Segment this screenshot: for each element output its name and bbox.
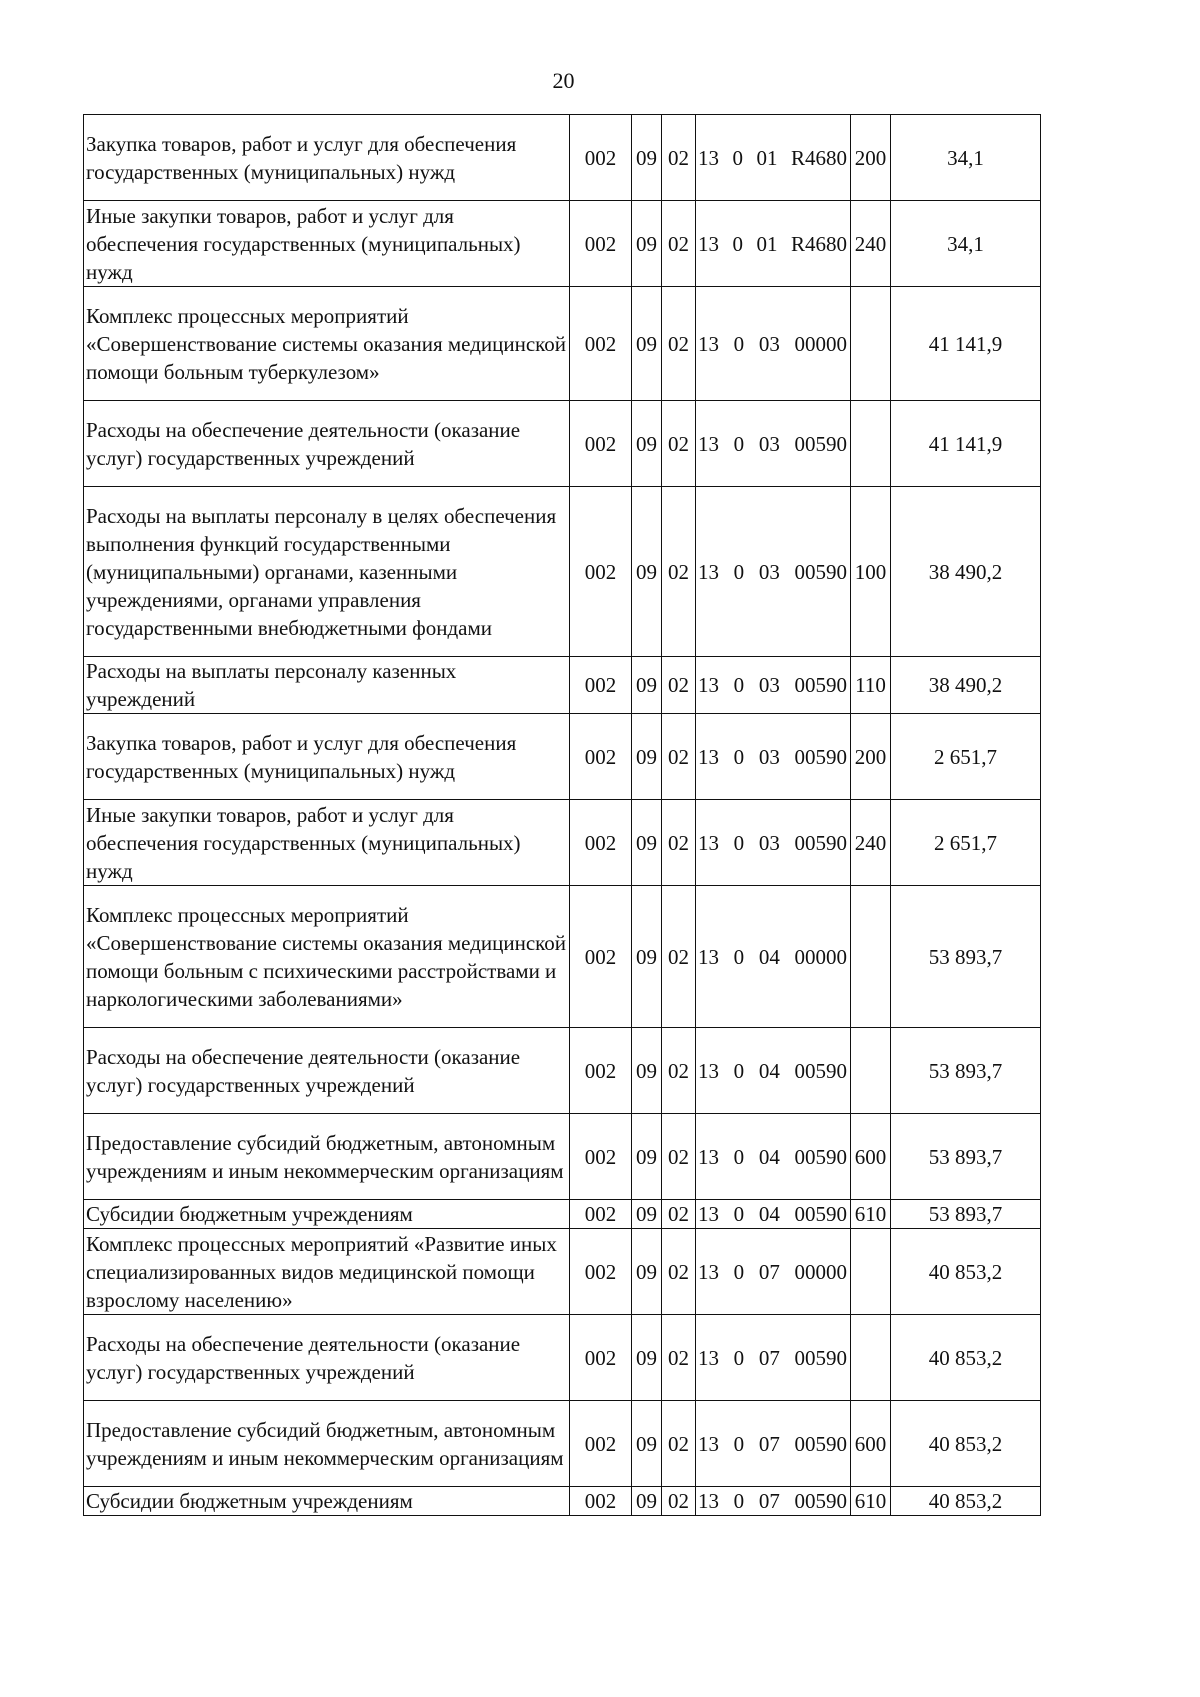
csr-code-cell xyxy=(696,1315,851,1401)
table-row xyxy=(84,1200,1041,1229)
amount-cell: 40 853,2 xyxy=(891,1229,1041,1315)
csr-code-part: 13 xyxy=(698,1058,719,1083)
item-name-cell: Расходы на обеспечение деятельности (оказание услуг) государственных учреждений xyxy=(84,401,570,487)
vr-code-cell: 110 xyxy=(851,657,891,714)
item-name-cell: Комплекс процессных мероприятий «Совершенствование системы оказания медицинской помощи больным с психическими расстройствами и наркологическими заболеваниями» xyxy=(84,886,570,1028)
csr-code-part: 01 xyxy=(756,145,778,170)
gr-code-cell: 002 xyxy=(570,287,632,401)
csr-code xyxy=(696,1344,850,1372)
csr-code-part: 0 xyxy=(733,1144,745,1169)
csr-code xyxy=(696,230,850,258)
item-name-cell: Закупка товаров, работ и услуг для обеспечения государственных (муниципальных) нужд xyxy=(84,714,570,800)
amount-cell: 53 893,7 xyxy=(891,1114,1041,1200)
csr-code-cell xyxy=(696,487,851,657)
gr-code-cell: 002 xyxy=(570,886,632,1028)
csr-code-part: 13 xyxy=(698,1259,719,1284)
csr-code-part: 13 xyxy=(698,331,719,356)
rz-code-cell: 09 xyxy=(632,1401,662,1487)
table-row xyxy=(84,800,1041,886)
csr-code-part: 13 xyxy=(698,830,719,855)
rz-code-cell: 09 xyxy=(632,886,662,1028)
csr-code-part: 07 xyxy=(758,1345,780,1370)
rz-code-cell: 09 xyxy=(632,115,662,201)
vr-code-cell xyxy=(851,1229,891,1315)
csr-code xyxy=(696,1057,850,1085)
table-row xyxy=(84,401,1041,487)
csr-code-part: 03 xyxy=(758,559,780,584)
vr-code-cell: 100 xyxy=(851,487,891,657)
table-row xyxy=(84,657,1041,714)
csr-code-part: 13 xyxy=(698,559,719,584)
rz-code-cell: 09 xyxy=(632,1200,662,1229)
item-name-cell: Субсидии бюджетным учреждениям xyxy=(84,1487,570,1516)
rz-code-cell: 09 xyxy=(632,1315,662,1401)
gr-code-cell: 002 xyxy=(570,201,632,287)
amount-cell: 38 490,2 xyxy=(891,487,1041,657)
table-row xyxy=(84,287,1041,401)
vr-code-cell: 200 xyxy=(851,115,891,201)
rz-code-cell: 09 xyxy=(632,1229,662,1315)
csr-code-part: 00590 xyxy=(794,431,847,456)
table-row xyxy=(84,201,1041,287)
csr-code-part: 00590 xyxy=(794,673,847,697)
vr-code-cell: 610 xyxy=(851,1487,891,1516)
table-row xyxy=(84,487,1041,657)
csr-code-part: 13 xyxy=(698,145,719,170)
gr-code-cell: 002 xyxy=(570,115,632,201)
vr-code-cell: 240 xyxy=(851,201,891,287)
vr-code-cell: 200 xyxy=(851,714,891,800)
csr-code xyxy=(696,1487,850,1515)
rz-code-cell: 09 xyxy=(632,800,662,886)
amount-cell: 40 853,2 xyxy=(891,1487,1041,1516)
csr-code-part: 07 xyxy=(758,1431,780,1456)
csr-code-part: 00590 xyxy=(794,1431,847,1456)
gr-code-cell: 002 xyxy=(570,657,632,714)
gr-code-cell: 002 xyxy=(570,1229,632,1315)
csr-code-part: R4680 xyxy=(790,145,847,170)
csr-code-part: R4680 xyxy=(790,231,847,256)
csr-code-part: 0 xyxy=(733,1058,745,1083)
table-row xyxy=(84,886,1041,1028)
pr-code-cell: 02 xyxy=(662,1028,696,1114)
amount-cell: 41 141,9 xyxy=(891,287,1041,401)
amount-cell: 34,1 xyxy=(891,201,1041,287)
csr-code-part: 0 xyxy=(733,1259,745,1284)
table-body xyxy=(84,115,1041,1516)
csr-code-part: 13 xyxy=(698,744,719,769)
csr-code xyxy=(696,430,850,458)
table-row xyxy=(84,714,1041,800)
csr-code-part: 00590 xyxy=(794,559,847,584)
csr-code-part: 01 xyxy=(756,231,778,256)
pr-code-cell: 02 xyxy=(662,714,696,800)
gr-code-cell: 002 xyxy=(570,800,632,886)
csr-code xyxy=(696,943,850,971)
csr-code-part: 03 xyxy=(758,744,780,769)
csr-code-part: 00590 xyxy=(794,830,847,855)
csr-code-cell xyxy=(696,800,851,886)
csr-code-cell xyxy=(696,115,851,201)
item-name-cell: Закупка товаров, работ и услуг для обеспечения государственных (муниципальных) нужд xyxy=(84,115,570,201)
gr-code-cell: 002 xyxy=(570,714,632,800)
rz-code-cell: 09 xyxy=(632,487,662,657)
csr-code-cell xyxy=(696,657,851,714)
vr-code-cell: 240 xyxy=(851,800,891,886)
item-name-cell: Субсидии бюджетным учреждениям xyxy=(84,1200,570,1229)
csr-code-part: 00590 xyxy=(794,1144,847,1169)
pr-code-cell: 02 xyxy=(662,886,696,1028)
csr-code-part: 0 xyxy=(733,944,745,969)
amount-cell: 2 651,7 xyxy=(891,714,1041,800)
csr-code-part: 00590 xyxy=(794,744,847,769)
csr-code-part: 13 xyxy=(698,1345,719,1370)
rz-code-cell: 09 xyxy=(632,401,662,487)
pr-code-cell: 02 xyxy=(662,1401,696,1487)
pr-code-cell: 02 xyxy=(662,115,696,201)
csr-code xyxy=(696,558,850,586)
csr-code-part: 03 xyxy=(758,331,780,356)
vr-code-cell xyxy=(851,287,891,401)
item-name-cell: Расходы на выплаты персоналу казенных учреждений xyxy=(84,657,570,714)
amount-cell: 53 893,7 xyxy=(891,886,1041,1028)
gr-code-cell: 002 xyxy=(570,487,632,657)
csr-code-part: 03 xyxy=(758,830,780,855)
budget-table xyxy=(83,114,1041,1516)
vr-code-cell: 600 xyxy=(851,1401,891,1487)
pr-code-cell: 02 xyxy=(662,287,696,401)
item-name-cell: Расходы на обеспечение деятельности (оказание услуг) государственных учреждений xyxy=(84,1028,570,1114)
csr-code-part: 04 xyxy=(758,1202,780,1226)
csr-code-part: 0 xyxy=(733,673,745,697)
pr-code-cell: 02 xyxy=(662,401,696,487)
table-row xyxy=(84,1487,1041,1516)
vr-code-cell xyxy=(851,1315,891,1401)
csr-code-cell xyxy=(696,886,851,1028)
csr-code-cell xyxy=(696,1229,851,1315)
pr-code-cell: 02 xyxy=(662,1315,696,1401)
csr-code-cell xyxy=(696,1028,851,1114)
vr-code-cell xyxy=(851,401,891,487)
csr-code-part: 13 xyxy=(698,1489,719,1513)
table-row xyxy=(84,1229,1041,1315)
table-row xyxy=(84,115,1041,201)
csr-code-part: 07 xyxy=(758,1489,780,1513)
item-name-cell: Комплекс процессных мероприятий «Развитие иных специализированных видов медицинской помощи взрослому населению» xyxy=(84,1229,570,1315)
vr-code-cell: 610 xyxy=(851,1200,891,1229)
pr-code-cell: 02 xyxy=(662,487,696,657)
csr-code-part: 00590 xyxy=(794,1345,847,1370)
csr-code-cell xyxy=(696,201,851,287)
csr-code-part: 13 xyxy=(698,1202,719,1226)
csr-code-part: 13 xyxy=(698,1144,719,1169)
pr-code-cell: 02 xyxy=(662,1229,696,1315)
pr-code-cell: 02 xyxy=(662,1487,696,1516)
pr-code-cell: 02 xyxy=(662,201,696,287)
csr-code-part: 00000 xyxy=(794,331,847,356)
csr-code xyxy=(696,1430,850,1458)
csr-code-part: 13 xyxy=(698,231,719,256)
csr-code-part: 0 xyxy=(733,830,745,855)
csr-code-part: 07 xyxy=(758,1259,780,1284)
csr-code-part: 03 xyxy=(758,673,780,697)
amount-cell: 40 853,2 xyxy=(891,1315,1041,1401)
gr-code-cell: 002 xyxy=(570,1028,632,1114)
rz-code-cell: 09 xyxy=(632,1028,662,1114)
csr-code-cell xyxy=(696,714,851,800)
pr-code-cell: 02 xyxy=(662,1114,696,1200)
csr-code-part: 0 xyxy=(733,1431,745,1456)
amount-cell: 2 651,7 xyxy=(891,800,1041,886)
page-number: 20 xyxy=(552,68,575,93)
csr-code-part: 00590 xyxy=(794,1058,847,1083)
csr-code xyxy=(696,144,850,172)
gr-code-cell: 002 xyxy=(570,1487,632,1516)
csr-code-part: 13 xyxy=(698,1431,719,1456)
amount-cell: 34,1 xyxy=(891,115,1041,201)
csr-code-part: 0 xyxy=(733,331,745,356)
table-row xyxy=(84,1114,1041,1200)
csr-code-part: 04 xyxy=(758,1058,780,1083)
csr-code xyxy=(696,743,850,771)
csr-code-part: 0 xyxy=(733,1345,745,1370)
gr-code-cell: 002 xyxy=(570,401,632,487)
table-row xyxy=(84,1401,1041,1487)
rz-code-cell: 09 xyxy=(632,657,662,714)
item-name-cell: Иные закупки товаров, работ и услуг для обеспечения государственных (муниципальных) нужд xyxy=(84,800,570,886)
csr-code-cell xyxy=(696,1114,851,1200)
csr-code-part: 0 xyxy=(733,1489,745,1513)
csr-code xyxy=(696,330,850,358)
rz-code-cell: 09 xyxy=(632,1487,662,1516)
csr-code xyxy=(696,1143,850,1171)
amount-cell: 53 893,7 xyxy=(891,1200,1041,1229)
item-name-cell: Расходы на обеспечение деятельности (оказание услуг) государственных учреждений xyxy=(84,1315,570,1401)
rz-code-cell: 09 xyxy=(632,201,662,287)
gr-code-cell: 002 xyxy=(570,1401,632,1487)
csr-code-part: 04 xyxy=(758,1144,780,1169)
csr-code-part: 03 xyxy=(758,431,780,456)
amount-cell: 38 490,2 xyxy=(891,657,1041,714)
csr-code-part: 0 xyxy=(733,1202,745,1226)
csr-code-part: 0 xyxy=(733,431,745,456)
csr-code-part: 0 xyxy=(732,231,743,256)
csr-code-part: 0 xyxy=(733,744,745,769)
pr-code-cell: 02 xyxy=(662,657,696,714)
csr-code-part: 00590 xyxy=(794,1202,847,1226)
csr-code xyxy=(696,829,850,857)
csr-code-part: 0 xyxy=(733,559,745,584)
csr-code-cell xyxy=(696,1401,851,1487)
gr-code-cell: 002 xyxy=(570,1315,632,1401)
csr-code-part: 00000 xyxy=(794,944,847,969)
csr-code-cell xyxy=(696,1487,851,1516)
gr-code-cell: 002 xyxy=(570,1114,632,1200)
gr-code-cell: 002 xyxy=(570,1200,632,1229)
amount-cell: 53 893,7 xyxy=(891,1028,1041,1114)
item-name-cell: Иные закупки товаров, работ и услуг для обеспечения государственных (муниципальных) нужд xyxy=(84,201,570,287)
pr-code-cell: 02 xyxy=(662,800,696,886)
table-row xyxy=(84,1028,1041,1114)
csr-code-part: 00590 xyxy=(794,1489,847,1513)
table-row xyxy=(84,1315,1041,1401)
csr-code-part: 13 xyxy=(698,944,719,969)
rz-code-cell: 09 xyxy=(632,714,662,800)
item-name-cell: Предоставление субсидий бюджетным, автономным учреждениям и иным некоммерческим организациям xyxy=(84,1401,570,1487)
item-name-cell: Комплекс процессных мероприятий «Совершенствование системы оказания медицинской помощи больным туберкулезом» xyxy=(84,287,570,401)
item-name-cell: Предоставление субсидий бюджетным, автономным учреждениям и иным некоммерческим организациям xyxy=(84,1114,570,1200)
vr-code-cell: 600 xyxy=(851,1114,891,1200)
rz-code-cell: 09 xyxy=(632,287,662,401)
csr-code-part: 13 xyxy=(698,431,719,456)
csr-code-cell xyxy=(696,401,851,487)
amount-cell: 41 141,9 xyxy=(891,401,1041,487)
csr-code-part: 0 xyxy=(732,145,743,170)
rz-code-cell: 09 xyxy=(632,1114,662,1200)
csr-code-part: 13 xyxy=(698,673,719,697)
csr-code-cell xyxy=(696,287,851,401)
vr-code-cell xyxy=(851,1028,891,1114)
csr-code-part: 00000 xyxy=(794,1259,847,1284)
csr-code-cell xyxy=(696,1200,851,1229)
csr-code xyxy=(696,671,850,699)
csr-code-part: 04 xyxy=(758,944,780,969)
item-name-cell: Расходы на выплаты персоналу в целях обеспечения выполнения функций государственными (муниципальными) органами, казенными учреждениями, органами управления государственными внебюджетными фондами xyxy=(84,487,570,657)
csr-code xyxy=(696,1200,850,1228)
csr-code xyxy=(696,1258,850,1286)
pr-code-cell: 02 xyxy=(662,1200,696,1229)
amount-cell: 40 853,2 xyxy=(891,1401,1041,1487)
vr-code-cell xyxy=(851,886,891,1028)
